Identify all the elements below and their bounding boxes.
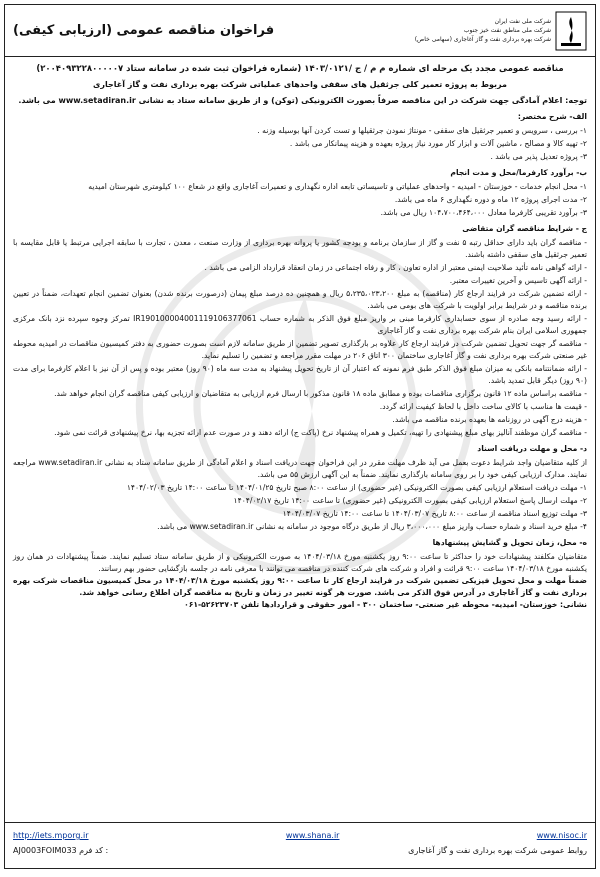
section-d-text: از کلیه متقاضیان واجد شرایط دعوت بعمل می آید ظرف مهلت مقرر در این فراخوان جهت دریافت اسناد و اعلام آمادگی از طریق سامانه ستاد به نشانی www.setadiran.ir مراجعه نمایند. مدارک ارزیابی کیفی خود را بر روی سامانه بارگذاری نمایند. ضمناً به این آگهی ارزش ۵۵ می باشد. <box>13 458 587 479</box>
section-e-text2: ضمناً مهلت و محل تحویل فیزیکی تضمین شرکت در فرایند ارجاع کار تا ساعت ۹:۰۰ روز یکشنبه مورخ ۱۴۰۴/۰۳/۱۸ در محل کمیسیون مناقصات شرکت بهره برداری نفت و گاز آغاجاری در آدرس فوق الذکر می باشد. صورت هر گونه تغییر در زمان و تاریخ به مناقصه گران اطلاع رسانی خواهد شد. <box>13 576 587 597</box>
list-item: - هزینه درج آگهی در روزنامه ها بعهده برنده مناقصه می باشد. <box>392 415 587 424</box>
company-name-1: شرکت ملی نفت ایران <box>494 18 551 25</box>
form-code-label: کد فرم : <box>79 846 109 855</box>
footer-bottom <box>13 846 587 855</box>
section-e-text: متقاضیان مکلفند پیشنهادات خود را حداکثر تا ساعت ۹:۰۰ روز یکشنبه مورخ ۱۴۰۴/۰۳/۱۸ به صورت الکترونیکی و از طریق سامانه ستاد تسلیم نمایند. ضمناً پیشنهادات در همان روز یکشنبه مورخ ۱۴۰۴/۰۳/۱۸ ساعت ۹:۰۰ قرائت و افراد و شرکت های شرکت کننده در مناقصه می توانند با معرفی نامه در جلسه بازگشایی حضور بهم رسانند. <box>13 552 588 573</box>
company-logo-block <box>415 11 587 51</box>
list-item: ۱- محل انجام خدمات - خوزستان - امیدیه - واحدهای عملیاتی و تاسیساتی تابعه اداره نگهداری و تعمیرات آغاجاری واقع در شعاع ۱۰۰ کیلومتری شهرستان امیدیه <box>88 182 587 191</box>
announcement-page <box>4 4 596 869</box>
footer <box>5 822 595 868</box>
list-item: - ارائه رسید وجه صادره از سوی حسابداری کارفرما مبنی بر واریز مبلغ فوق الذکر به شماره حساب IR190100004001119106377061 تمرکز وجوه سپرده نزد بانک مرکزی جمهوری اسلامی ایران بنام شرکت بهره برداری نفت و گاز آغاجاری <box>13 314 587 335</box>
list-item: - ارائه گواهی نامه تأئید صلاحیت ایمنی معتبر از اداره تعاون ، کار و رفاه اجتماعی در زمان انعقاد قرارداد الزامی می باشد . <box>204 263 587 272</box>
link-shana[interactable]: www.shana.ir <box>285 831 340 840</box>
public-relations: روابط عمومی شرکت بهره برداری نفت و گاز آغاجاری <box>408 846 587 855</box>
section-c-items <box>13 237 587 439</box>
form-code-value: AJ0003FOIM033 <box>13 846 77 855</box>
company-names <box>415 17 551 44</box>
project-line: مربوط به پروژه تعمیر کلی جرثقیل های سقفی واحدهای عملیاتی شرکت بهره برداری نفت و گاز آغاجاری <box>93 80 507 89</box>
announcement-title: فراخوان مناقصه عمومی (ارزیابی کیفی) <box>13 23 275 38</box>
list-item: ۲- مدت اجرای پروژه ۱۲ ماه و دوره نگهداری ۶ ماه می باشد. <box>394 195 587 204</box>
list-item: ۲- مهلت ارسال پاسخ استعلام ارزیابی کیفی بصورت الکترونیکی (غیر حضوری) تا ساعت ۱۴:۰۰ تاریخ ۱۴۰۴/۰۲/۱۷ <box>233 496 587 505</box>
section-d-title: د- محل و مهلت دریافت اسناد <box>477 444 587 453</box>
list-item: - ارائه آگهی تاسیس و آخرین تغییرات معتبر. <box>449 276 587 285</box>
list-item: - مناقصه گران موظفند آنالیز بهای مبلغ پیشنهادی را تهیه، تکمیل و همراه پیشنهاد نرخ (پاکت ج) ارائه دهند و در صورت عدم ارائه تجزیه بها، نرخ پیشنهادی قرائت نمی شود. <box>54 428 587 437</box>
list-item: ۳- مهلت توزیع اسناد مناقصه از ساعت ۸:۰۰ تاریخ ۱۴۰۴/۰۳/۰۷ تا ساعت ۱۴:۰۰ تاریخ ۱۴۰۴/۰۳/۰۷ <box>282 509 587 518</box>
list-item: - مناقصه گران باید دارای حداقل رتبه ۵ نفت و گاز از سازمان برنامه و بودجه کشور یا پروانه بهره برداری از وزارت صنعت ، معدن ، تجارت با سابقه اجرایی مرتبط یا قابل مقایسه با تعمیر جرثقیل های سقفی داشته باشند. <box>13 238 587 259</box>
list-item: ۱- بررسی ، سرویس و تعمیر جرثقیل های سقفی - مونتاژ نمودن جرثقیلها و تست کردن آنها بوسیله وزنه . <box>257 126 587 135</box>
nioc-logo-icon <box>555 11 587 51</box>
list-item: - قیمت ها مناسب با کالای ساخت داخل با لحاظ کیفیت ارائه گردد. <box>379 402 587 411</box>
list-item: ۲- تهیه کالا و مصالح ، ماشین آلات و ابزار کار مورد نیاز پروژه بعهده و هزینه پیمانکار می باشد . <box>289 139 587 148</box>
list-item: ۴- مبلغ خرید اسناد و شماره حساب واریز مبلغ ۳،۰۰۰،۰۰۰ ریال از طریق درگاه موجود در سامانه به نشانی www.setadiran.ir می باشد. <box>157 522 587 531</box>
section-b-title: ب- برآورد کارفرما/محل و مدت انجام <box>450 168 587 177</box>
section-d-items <box>13 482 587 533</box>
section-e-address: نشانی: خوزستان- امیدیه- محوطه غیر صنعتی- ساختمان ۳۰۰ - امور حقوقی و قراردادها تلفن ۵۲۶۲۳۷۰۳-۰۶۱ <box>184 600 587 609</box>
header <box>5 5 595 57</box>
announcement-content <box>5 57 595 615</box>
list-item: - مناقصه براساس ماده ۱۲ قانون برگزاری مناقصات بوده و مطابق ماده ۱۸ قانون مذکور با ارسال فرم ارزیابی به متقاضیان و ارزیابی کیفی مناقصه گران انجام خواهد شد. <box>54 389 587 398</box>
section-a-title: الف- شرح مختصر: <box>517 112 587 121</box>
company-name-2: شرکت ملی مناطق نفت خیز جنوب <box>463 27 551 34</box>
list-item: - مناقصه گر جهت تحویل تضمین شرکت در فرایند ارجاع کار علاوه بر بارگذاری تصویر تضمین از طریق سامانه لازم است بصورت حضوری به دفتر کمیسیون مناقصات در امیدیه محوطه غیر صنعتی شرکت بهره برداری نفت و گاز آغاجاری ساختمان ۳۰۰ اتاق ۲۰۶ در مهلت مقرر مراجعه و تضمین را تسلیم نماید. <box>13 339 587 360</box>
footer-links <box>13 831 587 840</box>
list-item: ۱- مهلت دریافت استعلام ارزیابی کیفی بصورت الکترونیکی (غیر حضوری) از ساعت ۸:۰۰ صبح تاریخ ۱۴۰۴/۰۱/۲۵ تا ساعت ۱۴:۰۰ تاریخ ۱۴۰۴/۰۲/۰۳ <box>126 483 587 492</box>
section-c-title: ج - شرایط مناقصه گران متقاضی <box>462 224 587 233</box>
link-iets[interactable]: http://iets.mporg.ir <box>13 831 89 840</box>
tender-number-line: مناقصه عمومی مجدد یک مرحله ای شماره م م / ج /۱۴۰۳/۰۱۲۱ (شماره فراخوان ثبت شده در سامانه ستاد ۲۰۰۴۰۹۳۲۲۸۰۰۰۰۰۷) <box>36 64 564 74</box>
list-item: - ارائه تضمین شرکت در فرایند ارجاع کار (مناقصه) به مبلغ ۵،۲۳۵،۰۲۳،۲۰۰ ریال و همچنین ده درصد مبلغ پیمان (درصورت برنده شدن) بعنوان تضمین انجام تعهدات، ضمناً در تعیین برنده مناقصه و در شرایط برابر اولویت با شرکت های بومی می باشد. <box>13 289 587 310</box>
list-item: - ارائه ضمانتنامه بانکی به میزان مبلغ فوق الذکر طبق فرم نمونه که اعتبار آن از تاریخ تحویل پیشنهاد به مدت سه ماه (۹۰ روز) معتبر بوده و پس از آن نیز با اعلام کارفرما برای مدت (۹۰ روز) دیگر قابل تمدید باشد. <box>13 364 587 385</box>
list-item: ۳- برآورد تقریبی کارفرما معادل ۱۰۴،۷۰۰،۴۶۴،۰۰۰ ریال می باشد. <box>380 208 587 217</box>
company-name-3: شرکت بهره برداری نفت و گاز آغاجاری (سهامی خاص) <box>414 36 551 43</box>
link-nisoc[interactable]: www.nisoc.ir <box>536 831 587 840</box>
form-code <box>13 846 108 855</box>
section-e-title: ه- محل، زمان تحویل و گشایش پیشنهادها <box>432 538 587 547</box>
section-a-items <box>13 125 587 163</box>
list-item: ۳- پروژه تعدیل پذیر می باشد . <box>490 152 587 161</box>
attention-note: توجه: اعلام آمادگی جهت شرکت در این مناقصه صرفاً بصورت الکترونیکی (توکن) و از طریق سامانه ستاد به نشانی www.setadiran.ir می باشد. <box>18 96 587 105</box>
section-b-items <box>13 181 587 219</box>
